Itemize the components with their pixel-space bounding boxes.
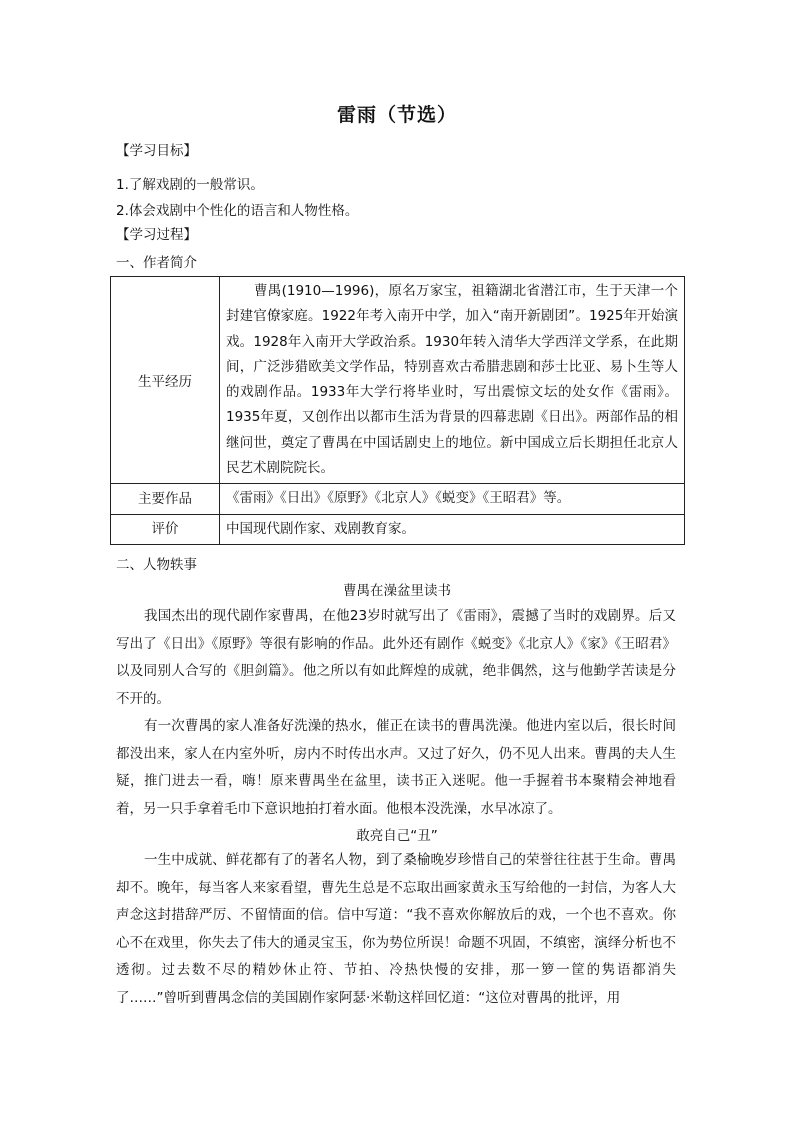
story1-paragraph-1: 我国杰出的现代剧作家曹禺，在他23岁时就写出了《雷雨》，震撼了当时的戏剧界。后又写出了《日出》《原野》等很有影响的作品。此外还有剧作《蜕变》《北京人》《家》《王昭君》以及同别人合写的《胆剑篇》。他之所以有如此辉煌的成就，绝非偶然，这与他勤学苦读是分不开的。: [116, 608, 676, 707]
section-heading-goals: 【学习目标】: [116, 143, 197, 159]
goal-item-1: 1.了解戏剧的一般常识。: [116, 177, 264, 193]
table-row: [111, 277, 685, 484]
story1-paragraph-2: 有一次曹禺的家人准备好洗澡的热水，催正在读书的曹禺洗澡。他进内室以后，很长时间都没出来，家人在内室外听，房内不时传出水声。又过了好久，仍不见人出来。曹禺的夫人生疑，推门进去一看，嗨！原来曹禺坐在盆里，读书正入迷呢。他一手握着书本聚精会神地看着，另一只手拿着毛巾下意识地拍打着水面。他根本没洗澡，水早冰凉了。: [116, 718, 676, 817]
goal-item-2: 2.体会戏剧中个性化的语言和人物性格。: [116, 203, 359, 219]
row-content-works: 《雷雨》《日出》《原野》《北京人》《蜕变》《王昭君》等。: [220, 484, 685, 514]
row-label-evaluation: 评价: [111, 514, 220, 544]
author-profile-table: [110, 276, 685, 545]
story2-paragraph-1: 一生中成就、鲜花都有了的著名人物，到了桑榆晚岁珍惜自己的荣誉往往甚于生命。曹禺却不。晚年，每当客人来家看望，曹先生总是不忘取出画家黄永玉写给他的一封信，为客人大声念这封措辞严厉、不留情面的信。信中写道：“我不喜欢你解放后的戏，一个也不喜欢。你心不在戏里，你失去了伟大的通灵宝玉，你为势位所误！命题不巩固，不缜密，演绎分析也不透彻。过去数不尽的精妙休止符、节拍、冷热快慢的安排，那一箩一筐的隽语都消失了……”曾听到曹禺念信的美国剧作家阿瑟·米勒这样回忆道：“这位对曹禺的批评，用: [116, 852, 676, 1006]
table-row: [111, 484, 685, 514]
table-row: [111, 514, 685, 544]
heading-anecdotes: 二、人物轶事: [116, 557, 197, 573]
page-title: 雷雨（节选）: [336, 104, 457, 126]
story2-title: 敢亮自己“丑”: [356, 828, 438, 844]
heading-author-intro: 一、作者简介: [116, 255, 197, 271]
row-label-works: 主要作品: [111, 484, 220, 514]
story1-title: 曹禺在澡盆里读书: [343, 583, 451, 599]
row-content-life: 曹禺(1910—1996)，原名万家宝，祖籍湖北省潜江市，生于天津一个封建官僚家庭。1922年考入南开中学，加入“南开新剧团”。1925年开始演戏。1928年入南开大学政治系。1930年转入清华大学西洋文学系，在此期间，广泛涉猎欧美文学作品，特别喜欢古希腊悲剧和莎士比亚、易卜生等人的戏剧作品。1933年大学行将毕业时，写出震惊文坛的处女作《雷雨》。1935年夏，又创作出以都市生活为背景的四幕悲剧《日出》。两部作品的相继问世，奠定了曹禺在中国话剧史上的地位。新中国成立后长期担任北京人民艺术剧院院长。: [220, 277, 685, 484]
row-content-evaluation: 中国现代剧作家、戏剧教育家。: [220, 514, 685, 544]
row-label-life: 生平经历: [111, 277, 220, 484]
section-heading-process: 【学习过程】: [116, 227, 197, 243]
